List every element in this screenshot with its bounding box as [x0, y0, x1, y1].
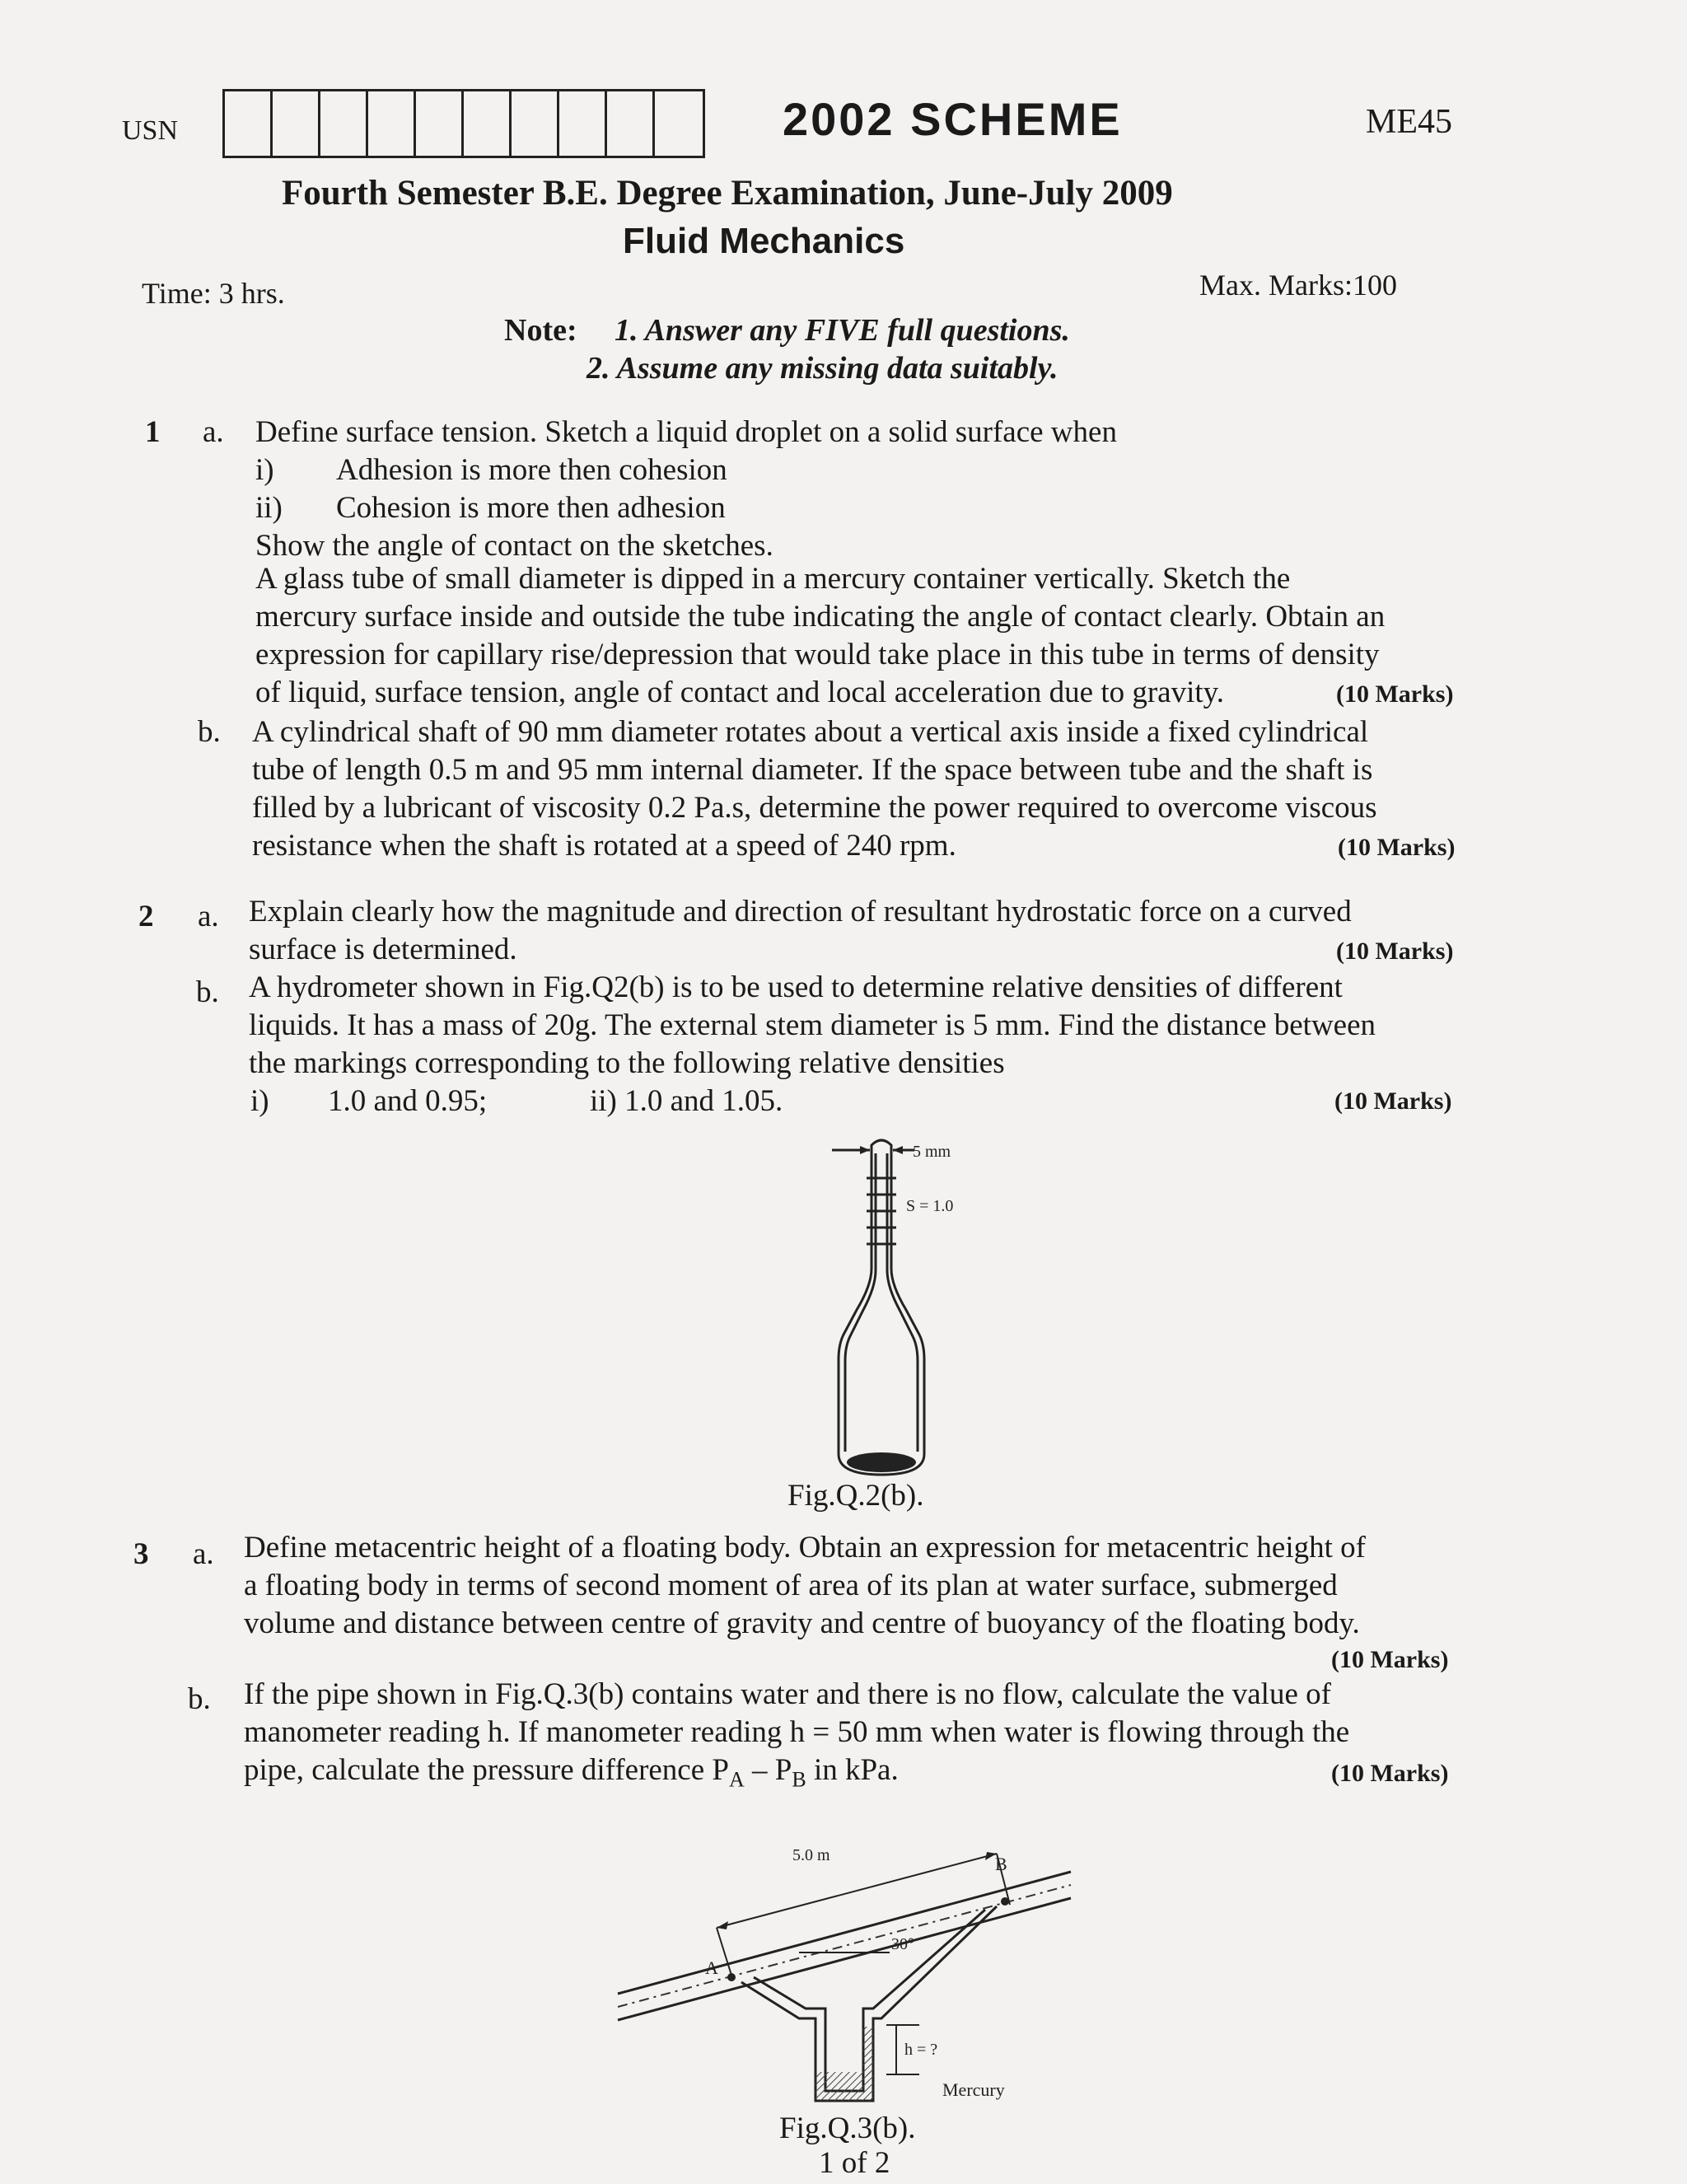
point-a-label: A: [705, 1957, 718, 1978]
q2-number: 2: [138, 900, 154, 933]
q1b-label: b.: [198, 715, 221, 749]
q2a-label: a.: [198, 900, 219, 933]
q1b-line3: filled by a lubricant of viscosity 0.2 Pa.s, determine the power required to overcome viscous: [252, 791, 1377, 825]
q1-number: 1: [145, 415, 161, 449]
time-label: Time: 3 hrs.: [142, 277, 285, 310]
q1a-ii-num: ii): [255, 491, 283, 525]
q1b-line2: tube of length 0.5 m and 95 mm internal diameter. If the space between tube and the shaft is: [252, 753, 1373, 787]
q2a-marks: (10 Marks): [1336, 938, 1454, 965]
q1a-line5: A glass tube of small diameter is dipped in a mercury container vertically. Sketch the: [255, 562, 1291, 596]
q2b-line3: the markings corresponding to the following relative densities: [249, 1046, 1005, 1080]
q2b-i: 1.0 and 0.95;: [328, 1084, 488, 1118]
note-2: 2. Assume any missing data suitably.: [586, 351, 1058, 386]
q1b-line4: resistance when the shaft is rotated at a speed of 240 rpm.: [252, 829, 956, 863]
q3a-line3: volume and distance between centre of gravity and centre of buoyancy of the floating body.: [244, 1606, 1360, 1640]
q2b-label: b.: [196, 975, 219, 1009]
q3b-dash: – P: [744, 1753, 792, 1787]
q1a-marks: (10 Marks): [1336, 680, 1454, 708]
mercury-label: Mercury: [942, 2079, 1005, 2100]
q1a-line7: expression for capillary rise/depression that would take place in this tube in terms of density: [255, 638, 1380, 671]
q2b-i-num: i): [250, 1084, 269, 1118]
q3b-line3-start: pipe, calculate the pressure difference P: [244, 1753, 729, 1787]
stem-dim-label: 5 mm: [913, 1143, 951, 1161]
manometer-figure: [610, 1829, 1079, 2109]
fig-q3b-caption: Fig.Q.3(b).: [779, 2112, 916, 2145]
q3-number: 3: [133, 1537, 149, 1571]
q3b-line3: [244, 1751, 899, 1793]
q3a-line2: a floating body in terms of second moment of area of its plan at water surface, submerged: [244, 1569, 1338, 1602]
q3b-line2: manometer reading h. If manometer reading h = 50 mm when water is flowing through the: [244, 1715, 1350, 1749]
usn-boxes: [222, 89, 705, 158]
scheme-label: 2002 SCHEME: [783, 93, 1123, 145]
max-marks: Max. Marks:100: [1199, 269, 1397, 302]
page-number: 1 of 2: [819, 2146, 890, 2180]
q1a-ii: Cohesion is more then adhesion: [336, 491, 726, 525]
angle-label: 30°: [891, 1935, 914, 1953]
point-b-label: B: [995, 1854, 1007, 1874]
q3b-label: b.: [188, 1682, 211, 1716]
length-label: 5.0 m: [792, 1846, 830, 1864]
q1b-marks: (10 Marks): [1338, 834, 1456, 861]
note-label: Note:: [504, 313, 577, 348]
q1a-label: a.: [203, 415, 224, 449]
q3a-label: a.: [193, 1537, 214, 1571]
subscript-a: A: [728, 1767, 745, 1792]
subscript-b: B: [792, 1767, 806, 1792]
q1a-line8: of liquid, surface tension, angle of contact and local acceleration due to gravity.: [255, 676, 1224, 709]
q1b-line1: A cylindrical shaft of 90 mm diameter rotates about a vertical axis inside a fixed cylindrical: [252, 715, 1369, 749]
fig-q2b-caption: Fig.Q.2(b).: [787, 1479, 924, 1513]
q1a-line6: mercury surface inside and outside the tube indicating the angle of contact clearly. Obtain an: [255, 600, 1386, 634]
q2b-line2: liquids. It has a mass of 20g. The external stem diameter is 5 mm. Find the distance between: [249, 1008, 1376, 1042]
subject-title: Fluid Mechanics: [623, 221, 905, 261]
usn-label: USN: [122, 115, 179, 146]
q3b-tail: in kPa.: [806, 1753, 899, 1787]
q1a-i: Adhesion is more then cohesion: [336, 453, 727, 487]
q3b-marks: (10 Marks): [1331, 1760, 1449, 1787]
paper-code: ME45: [1366, 103, 1452, 141]
h-label: h = ?: [904, 2041, 938, 2059]
q3a-line1: Define metacentric height of a floating body. Obtain an expression for metacentric height of: [244, 1531, 1366, 1564]
q1a-i-num: i): [255, 453, 274, 487]
q2b-ii: ii) 1.0 and 1.05.: [590, 1084, 783, 1118]
q3a-marks: (10 Marks): [1331, 1646, 1449, 1673]
q1a-line1: Define surface tension. Sketch a liquid droplet on a solid surface when: [255, 415, 1117, 449]
q2b-marks: (10 Marks): [1334, 1087, 1452, 1115]
note-1: 1. Answer any FIVE full questions.: [615, 313, 1070, 348]
q2a-line2: surface is determined.: [249, 933, 517, 966]
s-label: S = 1.0: [906, 1197, 954, 1215]
q3b-line1: If the pipe shown in Fig.Q.3(b) contains water and there is no flow, calculate the value of: [244, 1677, 1331, 1711]
exam-title: Fourth Semester B.E. Degree Examination, June-July 2009: [282, 174, 1173, 213]
q2b-line1: A hydrometer shown in Fig.Q2(b) is to be used to determine relative densities of different: [249, 970, 1343, 1004]
q2a-line1: Explain clearly how the magnitude and direction of resultant hydrostatic force on a curved: [249, 895, 1352, 928]
hydrometer-figure: [791, 1129, 1005, 1483]
q1a-line4: Show the angle of contact on the sketches.: [255, 529, 773, 563]
